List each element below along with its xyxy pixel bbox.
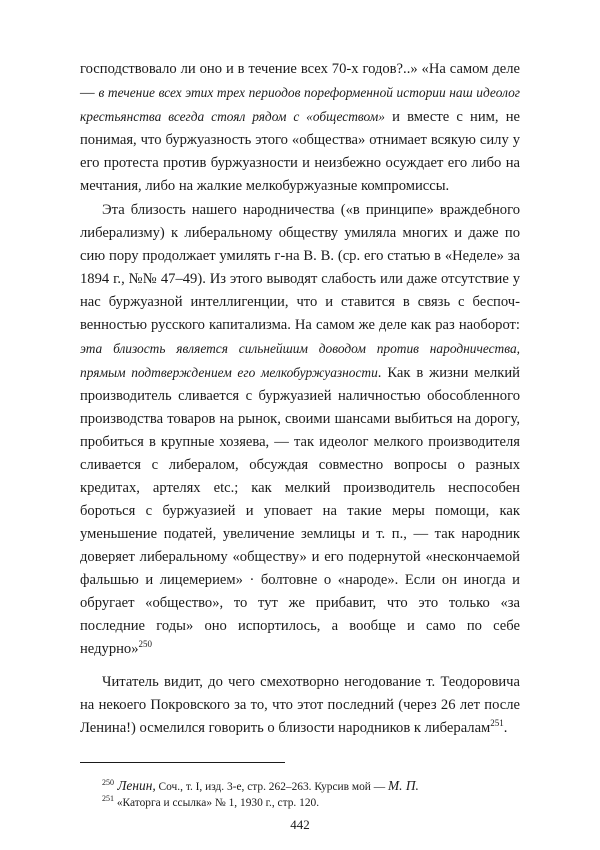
footnote-251: [80, 795, 520, 811]
footnotes: [80, 778, 520, 811]
book-page: [80, 58, 520, 833]
paragraph-2: [80, 199, 520, 661]
text-run: .: [503, 720, 508, 736]
body-text: [80, 58, 520, 740]
paragraph-1: [80, 58, 520, 198]
text-run: и вместе с ним, не понимая, что буржуазность этого «общества» отнимает всякую силу у его протеста против буржуазности и неизбежно осуждает его либо на мечтания, либо на жалкие мелкобуржуазные компромиссы.: [80, 109, 520, 194]
text-run: господствовало ли оно и в течение всех 70-х годов?..» «На самом деле —: [80, 61, 520, 101]
paragraph-3: [80, 671, 520, 740]
text-run: Соч., т. I, изд. 3-е, стр. 262–263. Курсив мой —: [155, 781, 388, 793]
page-number: 442: [290, 817, 310, 832]
footnote-250: [80, 778, 520, 795]
footnote-marker[interactable]: 250: [102, 778, 114, 788]
footnote-marker[interactable]: 250: [138, 639, 153, 650]
italic-run: эта близость является сильнейшим доводом против народничества, прямым подтверждением его мелкобуржуазности: [80, 341, 520, 380]
footnote-marker[interactable]: 251: [102, 794, 114, 804]
text-run: «Каторга и ссылка» № 1, 1930 г., стр. 120.: [114, 797, 320, 809]
text-run: Читатель видит, до чего смехотворно негодование т. Теодоровича на некоего Покровского за то, что этот последний (через 26 лет после Ленина!) осмелился говорить о близости народников к либералам: [80, 674, 520, 736]
footnote-marker[interactable]: 251: [490, 718, 504, 729]
italic-run: в течение всех этих трех периодов пореформенной истории наш идеолог крестьянства всегда стоял рядом с «обществом»: [80, 85, 520, 124]
italic-run: М. П.: [387, 778, 419, 793]
italic-run: Ленин,: [114, 778, 156, 793]
footnote-divider: [80, 762, 285, 763]
text-run: . Как в жизни мелкий производитель сливается с буржуазией наличностью обособленного производства товаров на рынок, своими шансами выбиться на дорогу, пробиться в крупные хозяева, — так идеолог мелкого производителя сливается с либералом, обсуждая совместно вопросы о разных кредитах, артелях etc.; как мелкий производитель неспособен бороться с буржуазией и уповает на такие меры помощи, как уменьшение податей, увеличение землицы и т. п., — так народник доверяет либеральному «обществу» и его подернутой «нескончаемой фальшью и лицемерием» · болтовне о «народе». Если он иногда и обругает «общество», то тут же прибавит, что это только «за последние годы» оно испортилось, а вообще и само по себе недурно»: [80, 365, 520, 657]
text-run: Эта близость нашего народничества («в принципе» враждебного либерализму) к либеральному обществу умиляла многих и даже по сию пору продолжает умилять г-на В. В. (ср. его статью в «Неделе» за 1894 г., №№ 47–49). Из этого выводят слабость или даже отсутствие у нас буржуазной интеллигенции, что и ставится в связь с беспочвенностью русского капитализма. На самом же деле как раз наоборот:: [80, 202, 520, 333]
